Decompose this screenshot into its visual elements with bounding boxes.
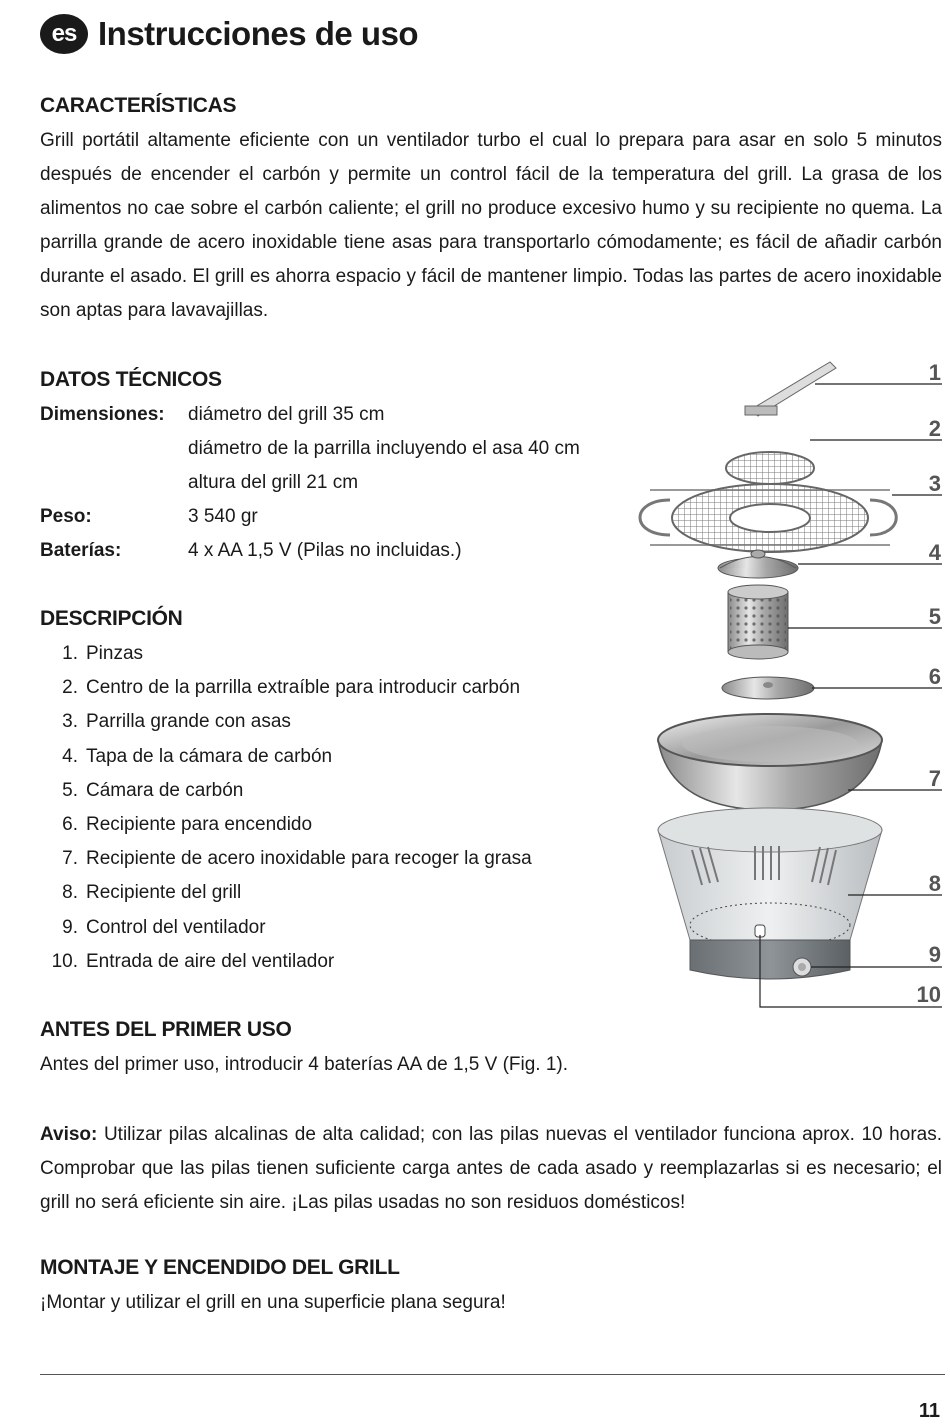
grill-exploded-diagram [630, 340, 950, 1020]
large-grate-part [640, 484, 896, 552]
spec-label: Dimensiones: [40, 404, 165, 425]
antes-text: Antes del primer uso, introducir 4 baterías AA de 1,5 V (Fig. 1). [40, 1054, 569, 1075]
caracteristicas-text: Grill portátil altamente eficiente con un ventilador turbo el cual lo prepara para asar en solo 5 minutos después de encender el carbón y permite un control fácil de la temperatura del grill. La grasa de los alimentos no cae sobre el carbón caliente; el grill no produce excesivo humo y su recipiente no quema. La parrilla grande de acero inoxidable tiene asas para transportarlo cómodamente; es fácil de añadir carbón durante el asado. El grill es ahorra espacio y fácil de mantener limpio. Todas las partes de acero inoxidable son aptas para lavavajillas. [40, 130, 942, 321]
item-number: 8. [62, 882, 78, 904]
item-number: 7. [62, 848, 78, 870]
item-number: 4. [62, 745, 78, 767]
footer-divider [40, 1374, 945, 1375]
callout-1: 1 [928, 360, 941, 385]
callout-3: 3 [928, 471, 941, 496]
center-grate-part [726, 452, 814, 484]
item-text: Entrada de aire del ventilador [86, 950, 335, 972]
list-item [40, 842, 532, 876]
callout-8: 8 [928, 871, 941, 896]
section-heading-antes: ANTES DEL PRIMER USO [40, 1018, 292, 1041]
item-text: Recipiente de acero inoxidable para recoger la grasa [86, 848, 532, 870]
ignition-tray-part [722, 677, 814, 699]
callout-10: 10 [916, 982, 941, 1007]
list-item [40, 671, 532, 705]
section-heading-descripcion: DESCRIPCIÓN [40, 607, 183, 630]
aviso-paragraph [40, 1118, 942, 1220]
callout-5: 5 [928, 604, 941, 629]
parts-list [40, 637, 532, 979]
callout-4: 4 [928, 540, 941, 565]
list-item [40, 876, 532, 910]
fan-base-part [690, 940, 850, 979]
spec-label: Baterías: [40, 540, 122, 561]
item-number: 5. [62, 779, 78, 801]
item-text: Parrilla grande con asas [86, 711, 291, 733]
list-item [40, 740, 532, 774]
page-header [40, 14, 418, 54]
section-heading-caracteristicas: CARACTERÍSTICAS [40, 94, 237, 117]
spec-value: diámetro del grill 35 cm [188, 404, 385, 425]
section-heading-montaje: MONTAJE Y ENCENDIDO DEL GRILL [40, 1256, 400, 1279]
spec-table [40, 398, 580, 568]
callout-2: 2 [928, 416, 941, 441]
spec-row-peso [40, 500, 580, 534]
list-item [40, 774, 532, 808]
item-text: Cámara de carbón [86, 779, 244, 801]
item-number: 3. [62, 711, 78, 733]
callout-6: 6 [928, 664, 941, 689]
aviso-text: Utilizar pilas alcalinas de alta calidad; con las pilas nuevas el ventilador funciona aprox. 10 horas. Comprobar que las pilas tienen suficiente carga antes de cada asado y reemplazarlas si es necesario; el grill no será eficiente sin aire. ¡Las pilas usadas no son residuos domésticos! [40, 1124, 942, 1213]
spec-label: Peso: [40, 506, 92, 527]
item-text: Recipiente para encendido [86, 814, 313, 836]
list-item [40, 808, 532, 842]
item-text: Pinzas [86, 643, 144, 664]
item-number: 9. [62, 916, 78, 938]
item-number: 1. [62, 643, 78, 664]
item-text: Recipiente del grill [86, 882, 242, 904]
callout-9: 9 [928, 942, 941, 967]
charcoal-lid-part [718, 550, 798, 578]
spec-value: 4 x AA 1,5 V (Pilas no incluidas.) [188, 540, 462, 561]
item-number: 6. [62, 814, 78, 836]
item-text: Centro de la parrilla extraíble para introducir carbón [86, 677, 521, 699]
list-item [40, 637, 532, 671]
aviso-label: Aviso: [40, 1124, 98, 1145]
charcoal-chamber-part [728, 585, 788, 659]
item-text: Tapa de la cámara de carbón [86, 745, 333, 767]
spec-row-dimensiones [40, 398, 580, 500]
spec-value: altura del grill 21 cm [188, 472, 359, 493]
list-item [40, 705, 532, 739]
montaje-text: ¡Montar y utilizar el grill en una superficie plana segura! [40, 1292, 506, 1313]
list-item [40, 945, 532, 979]
spec-value: diámetro de la parrilla incluyendo el asa 40 cm [188, 438, 580, 459]
page-title: Instrucciones de uso [98, 15, 419, 52]
spec-value: 3 540 gr [188, 506, 258, 527]
section-heading-datos-tecnicos: DATOS TÉCNICOS [40, 368, 222, 391]
steel-bowl-part [658, 714, 882, 810]
spec-row-baterias [40, 534, 580, 568]
item-number: 10. [51, 950, 78, 972]
list-item [40, 911, 532, 945]
language-badge: es [40, 14, 88, 54]
item-number: 2. [62, 677, 78, 699]
tongs-part [745, 362, 836, 416]
page-number: 11 [918, 1400, 940, 1422]
grill-bucket-part [658, 808, 882, 947]
callout-7: 7 [928, 766, 941, 791]
item-text: Control del ventilador [86, 916, 266, 938]
